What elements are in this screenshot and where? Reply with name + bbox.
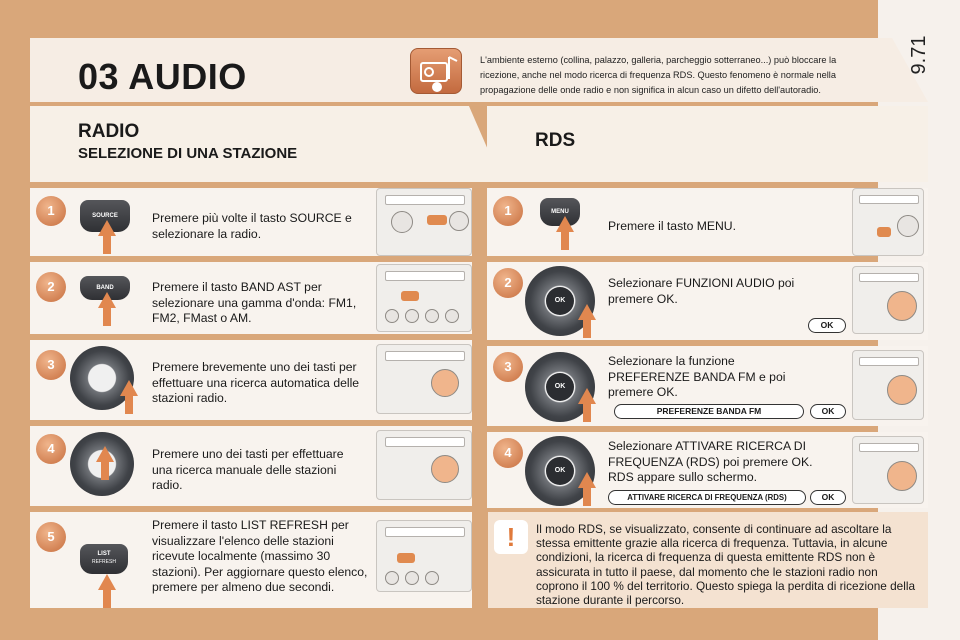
- press-arrow-icon: [578, 472, 596, 506]
- step-text: Premere il tasto LIST REFRESH per visualizzare l'elenco delle stazioni ricevute localmente (massimo 30 stazioni). Per aggiornare questo elenco, premere per almeno due secondi.: [152, 518, 368, 594]
- press-arrow-icon: [556, 216, 574, 250]
- press-arrow-icon: [120, 380, 138, 414]
- autoradio-image: [376, 430, 472, 500]
- autoradio-image: [852, 266, 924, 334]
- step-number: 4: [493, 438, 523, 468]
- ok-center-label: OK: [546, 287, 574, 315]
- ok-pill: OK: [810, 490, 846, 505]
- step-number: 2: [36, 272, 66, 302]
- refresh-label: REFRESH: [92, 559, 116, 565]
- autoradio-image: [852, 188, 924, 256]
- exclamation-icon: !: [494, 520, 528, 554]
- ok-center-label: OK: [546, 373, 574, 401]
- menu-button-image: MENU: [540, 198, 580, 226]
- autoradio-image: [852, 436, 924, 504]
- step-number: 1: [493, 196, 523, 226]
- audio-icon: [410, 48, 462, 94]
- step-number: 5: [36, 522, 66, 552]
- radio-section-header: [30, 106, 502, 182]
- press-arrow-icon: [98, 574, 116, 608]
- step-text: Selezionare la funzione PREFERENZE BANDA FM e poi premere OK.: [608, 354, 786, 399]
- step-number: 2: [493, 268, 523, 298]
- radio-subtitle: SELEZIONE DI UNA STAZIONE: [78, 145, 298, 162]
- step-text: Selezionare ATTIVARE RICERCA DI FREQUENZA (RDS) poi premere OK. RDS appare sullo schermo.: [608, 439, 813, 484]
- band-button-image: BAND: [80, 276, 130, 300]
- list-label: LIST: [97, 551, 111, 557]
- press-arrow-icon: [96, 446, 114, 480]
- autoradio-image: [376, 188, 472, 256]
- press-arrow-icon: [98, 292, 116, 326]
- autoradio-image: [376, 520, 472, 592]
- preferenze-banda-fm-pill: PREFERENZE BANDA FM: [614, 404, 804, 419]
- attivare-ricerca-pill: ATTIVARE RICERCA DI FREQUENZA (RDS): [608, 490, 806, 505]
- source-button-image: SOURCE: [80, 200, 130, 232]
- radio-title: RADIO: [78, 121, 140, 142]
- ok-pill: OK: [810, 404, 846, 419]
- step-text: Premere brevemente uno dei tasti per effettuare una ricerca automatica delle stazioni radio.: [152, 360, 360, 405]
- step-number: 3: [493, 352, 523, 382]
- step-text: Premere più volte il tasto SOURCE e selezionare la radio.: [152, 211, 352, 241]
- autoradio-image: [852, 350, 924, 420]
- rds-title: RDS: [535, 130, 576, 151]
- step-number: 1: [36, 196, 66, 226]
- warning-text: Il modo RDS, se visualizzato, consente di continuare ad ascoltare la stessa emittente grazie alla ricerca di frequenza. Tuttavia, in alcune condizioni, la ricerca di frequenza di questa emittente RDS non è assicurata in tutto il paese, dal momento che le stazioni radio non coprono il 100 % del territorio. Questo spiega la perdita di ricezione della stazione durante il percorso.: [536, 522, 916, 608]
- step-text: Premere il tasto MENU.: [608, 219, 736, 233]
- autoradio-image: [376, 264, 472, 332]
- page-title: 03 AUDIO: [78, 56, 247, 97]
- press-arrow-icon: [578, 388, 596, 422]
- step-number: 3: [36, 350, 66, 380]
- press-arrow-icon: [98, 220, 116, 254]
- step-number: 4: [36, 434, 66, 464]
- list-refresh-button-image: [80, 544, 128, 574]
- autoradio-image: [376, 344, 472, 414]
- press-arrow-icon: [578, 304, 596, 338]
- ok-pill: OK: [808, 318, 846, 333]
- step-text: Premere uno dei tasti per effettuare una ricerca manuale delle stazioni radio.: [152, 447, 344, 492]
- ok-center-label: OK: [546, 457, 574, 485]
- header-note: L'ambiente esterno (collina, palazzo, galleria, parcheggio sotterraneo...) può bloccare la ricezione, anche nel modo ricerca di frequenza RDS. Questo fenomeno è normale nella propagazione delle onde radio e non significa in alcun caso un difetto dell'autoradio.: [480, 55, 837, 95]
- page-number: 9.71: [908, 35, 930, 75]
- step-text: Selezionare FUNZIONI AUDIO poi premere OK.: [608, 276, 795, 306]
- step-text: Premere il tasto BAND AST per selezionare una gamma d'onda: FM1, FM2, FMast o AM.: [152, 280, 357, 325]
